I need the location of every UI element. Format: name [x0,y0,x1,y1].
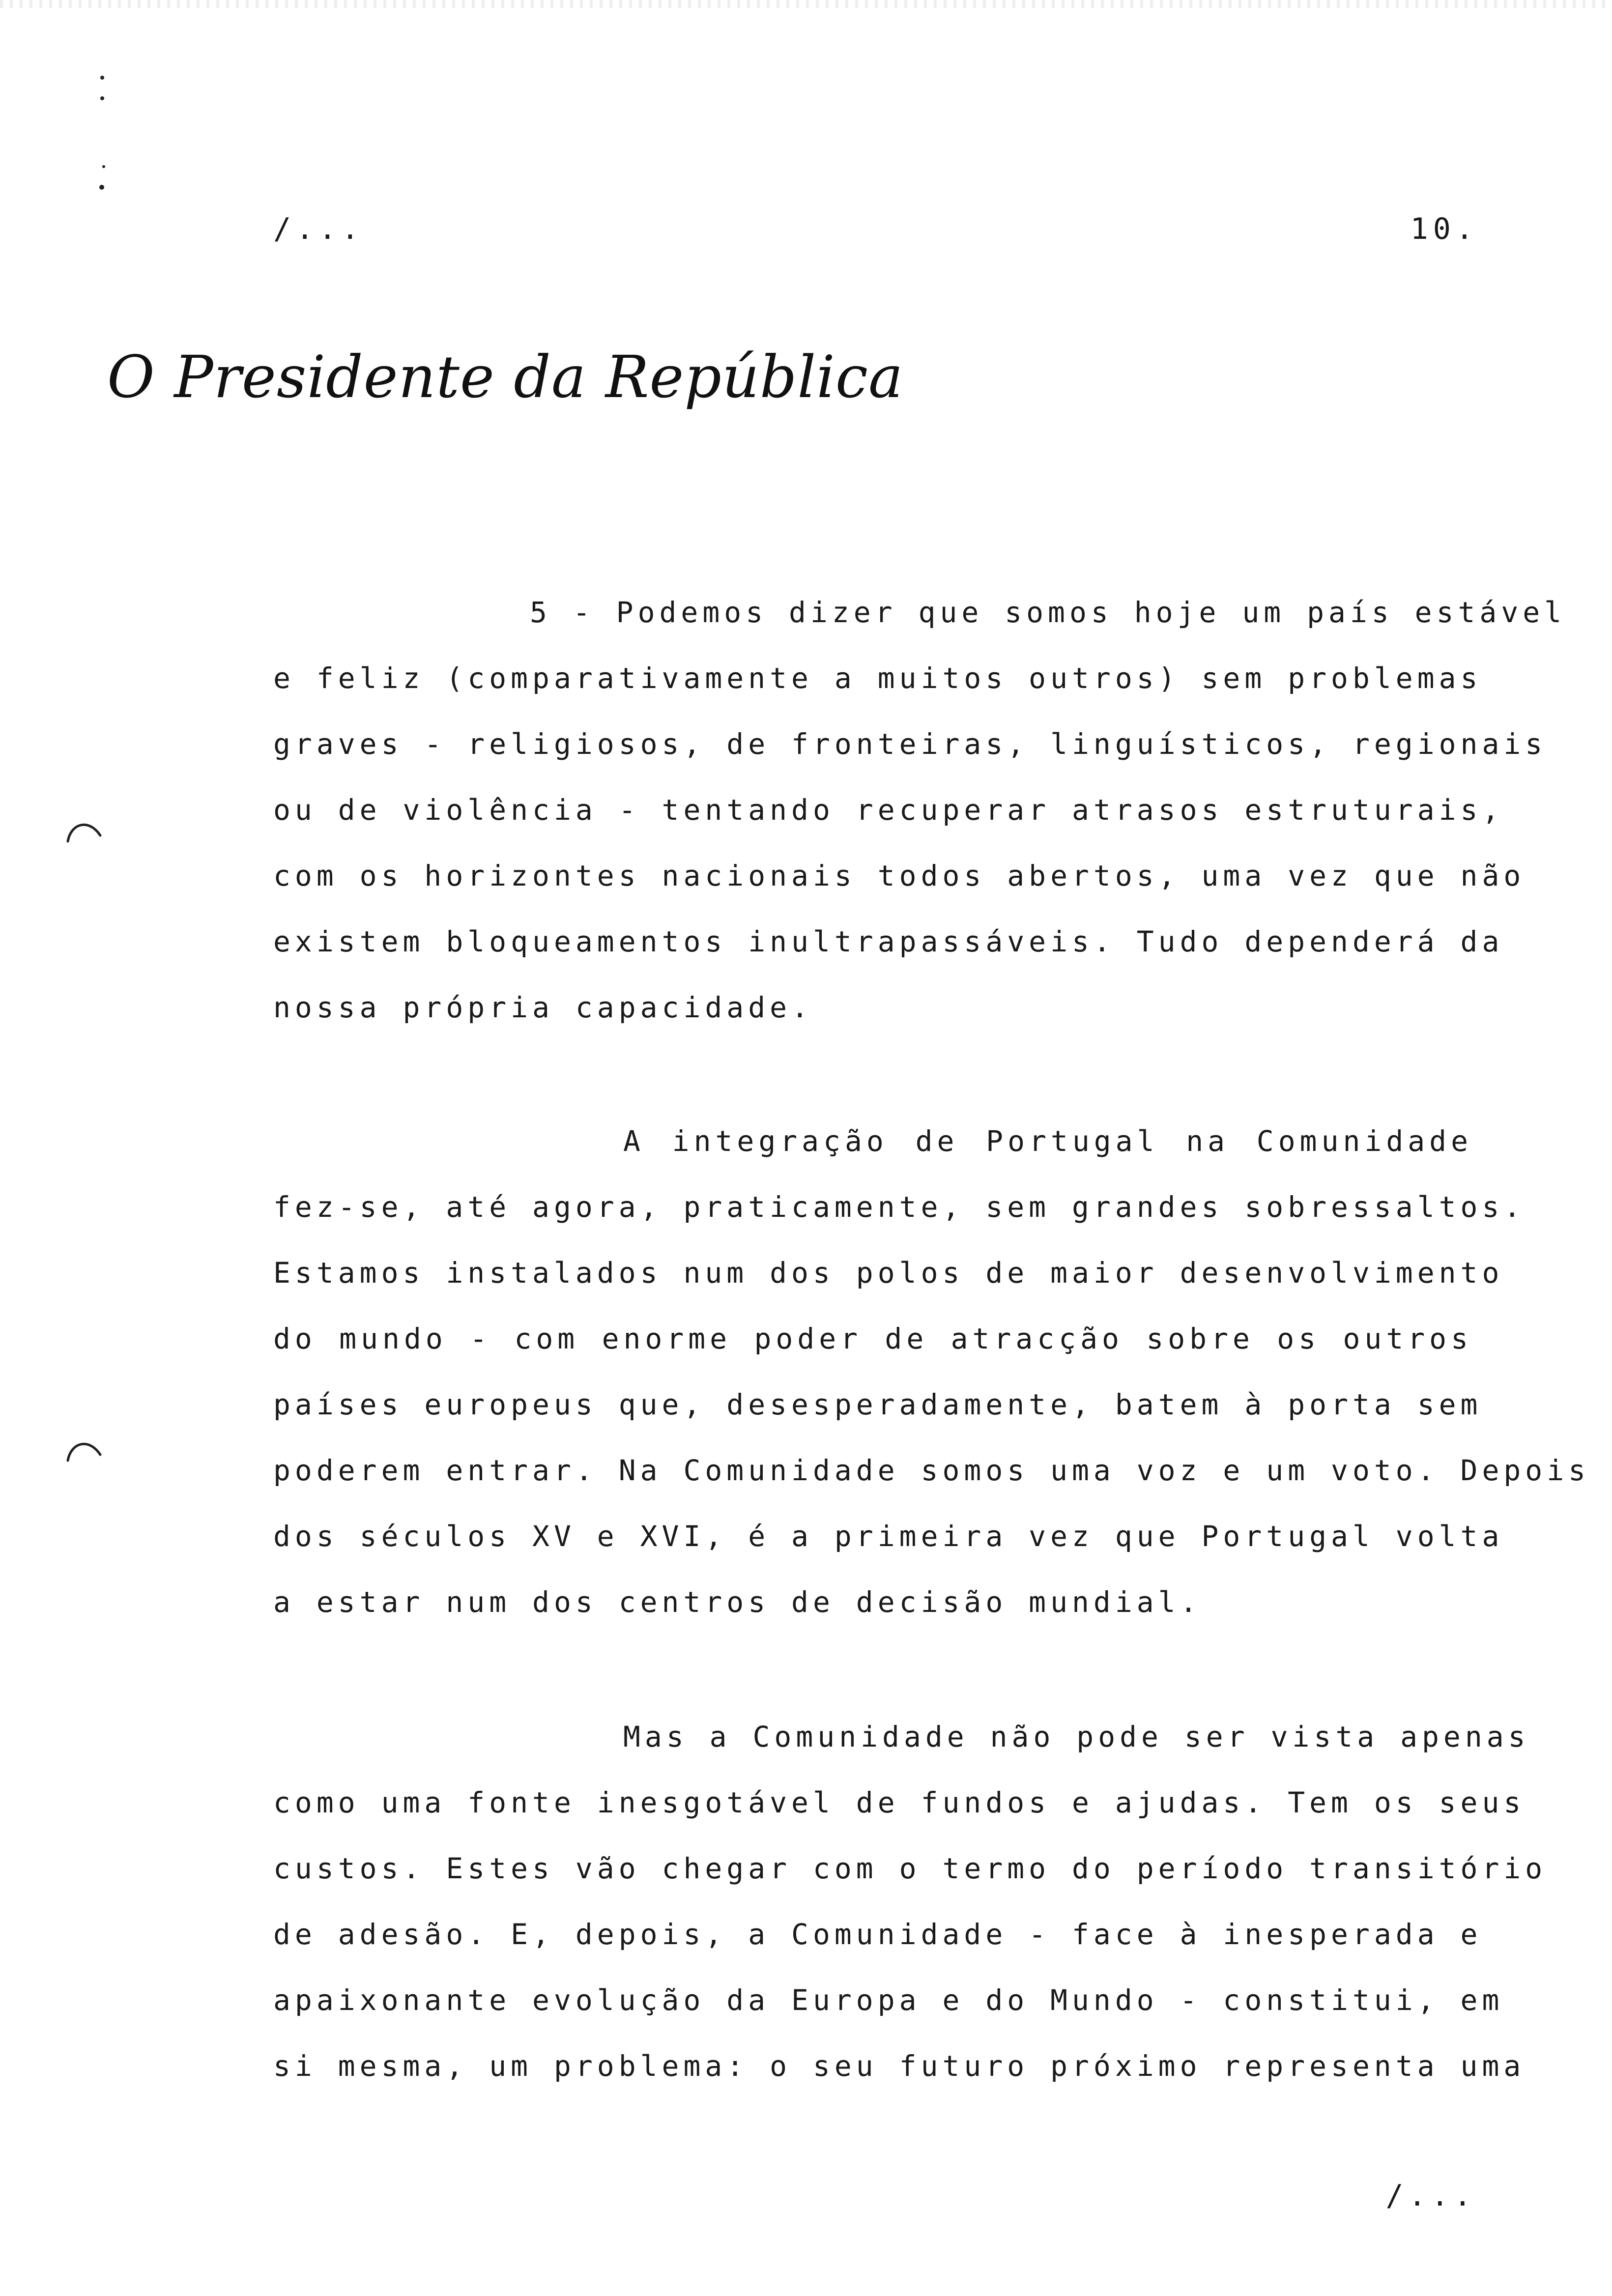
body-line: do mundo - com enorme poder de atracção sobre os outros [273,1322,1472,1355]
body-line: A integração de Portugal na Comunidade [623,1124,1472,1158]
body-line: dos séculos XV e XVI, é a primeira vez que Portugal volta [273,1520,1504,1553]
body-line: apaixonante evolução da Europa e do Mundo - constitui, em [273,1983,1504,2017]
body-line: ou de violência - tentando recuperar atrasos estruturais, [273,793,1504,827]
body-line: a estar num dos centros de decisão mundial. [273,1585,1202,1619]
body-line: nossa própria capacidade. [273,991,813,1024]
letterhead-title: O Presidente da República [107,343,904,411]
body-line: custos. Estes vão chegar com o termo do período transitório [273,1852,1547,1885]
body-line: Mas a Comunidade não pode ser vista apenas [623,1720,1530,1753]
body-line: poderem entrar. Na Comunidade somos uma voz e um voto. Depois [273,1454,1590,1487]
body-line: e feliz (comparativamente a muitos outros) sem problemas [273,661,1482,695]
body-line: Estamos instalados num dos polos de maior desenvolvimento [273,1256,1504,1290]
margin-marks [96,69,111,197]
header-continuation-mark: /... [273,212,364,246]
body-line: existem bloqueamentos inultrapassáveis. Tudo dependerá da [273,925,1504,958]
body-line: graves - religiosos, de fronteiras, linguísticos, regionais [273,727,1547,761]
scan-edge-artifact [0,0,1612,8]
body-line: com os horizontes nacionais todos abertos, uma vez que não [273,859,1526,892]
body-line: si mesma, um problema: o seu futuro próximo representa uma [273,2049,1526,2083]
body-line: fez-se, até agora, praticamente, sem grandes sobressaltos. [273,1190,1526,1224]
body-line: como uma fonte inesgotável de fundos e ajudas. Tem os seus [273,1786,1526,1819]
body-line: países europeus que, desesperadamente, batem à porta sem [273,1388,1482,1421]
page-number: 10. [1410,212,1478,246]
body-line: 5 - Podemos dizer que somos hoje um país estável [530,596,1566,629]
punch-hole-mark-icon [64,1435,103,1464]
body-line: de adesão. E, depois, a Comunidade - face à inesperada e [273,1918,1482,1951]
punch-hole-mark-icon [64,816,103,845]
footer-continuation-mark: /... [1385,2179,1476,2213]
